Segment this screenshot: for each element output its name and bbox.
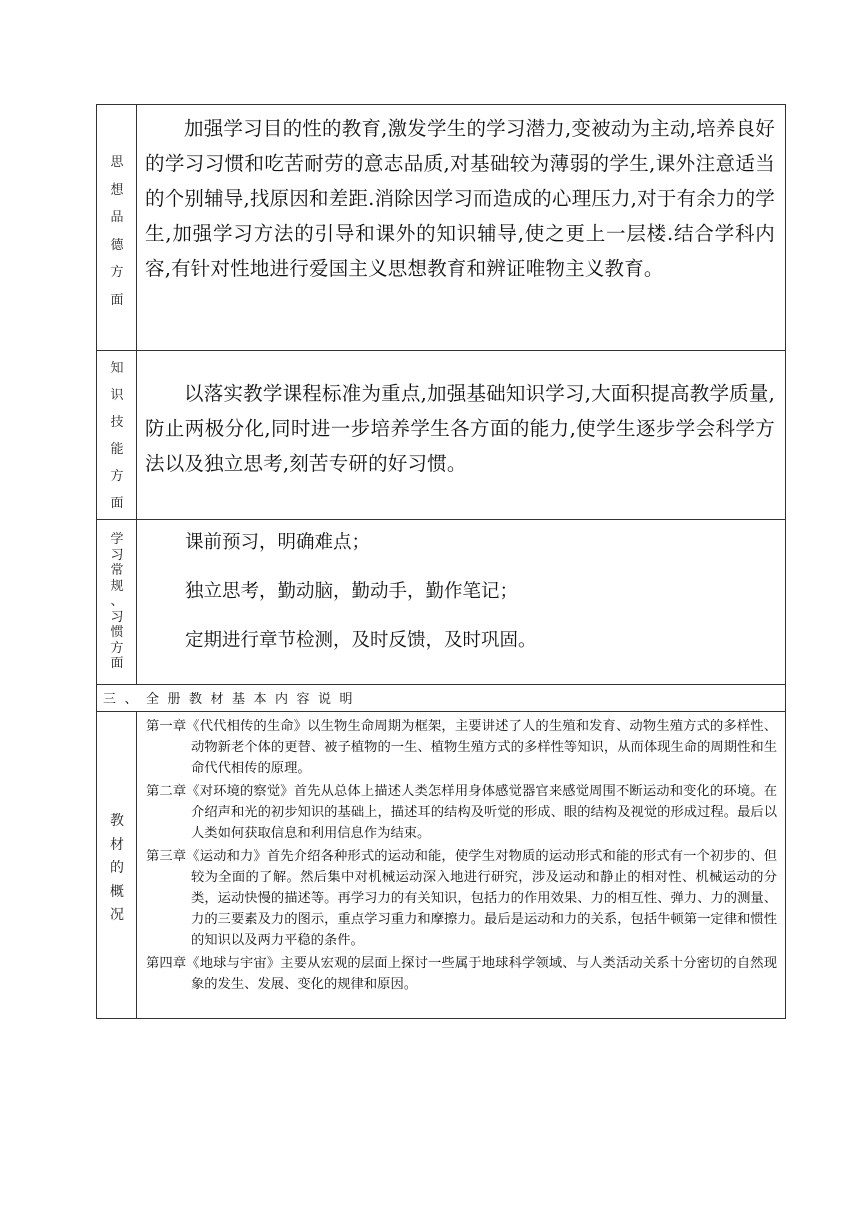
habit-item: 独立思考，勤动脑，勤动手，勤作笔记； — [185, 581, 519, 602]
section-title: 三、全册教材基本内容说明 — [103, 692, 362, 707]
plan-table — [96, 104, 786, 1019]
ideology-text: 加强学习目的性的教育,激发学生的学习潜力,变被动为主动,培养良好的学习习惯和吃苦耐劳的意志品质,对基础较为薄弱的学生,课外注意适当的个别辅导,找原因和差距.消除因学习而造成的心理压力,对于有余力的学生,加强学习方法的引导和课外的知识辅导,使之更上一层楼.结合学科内容,有针对性地进行爱国主义思想教育和辨证唯物主义教育。 — [145, 117, 775, 280]
chapter-paragraph: 第一章《代代相传的生命》以生物生命周期为框架，主要讲述了人的生殖和发育、动物生殖方式的多样性、动物新老个体的更替、被子植物的一生、植物生殖方式的多样性等知识，从而体现生命的周期性和生命代代相传的原理。 — [146, 719, 777, 776]
label-char: 学 — [110, 532, 124, 547]
habits-label — [97, 532, 137, 672]
label-char: 规 — [110, 578, 124, 594]
ideology-label — [97, 149, 137, 314]
label-char: 识 — [110, 388, 124, 403]
habits-row — [97, 520, 785, 685]
knowledge-content-cell — [137, 351, 785, 519]
habit-item: 课前预习，明确难点； — [185, 532, 371, 553]
overview-content-cell — [137, 712, 785, 1018]
chapter-paragraph: 第三章《运动和力》首先介绍各种形式的运动和能，使学生对物质的运动形式和能的形式有一个初步的、但较为全面的了解。然后集中对机械运动深入地进行研究，涉及运动和静止的相对性、机械运动的分类，运动快慢的描述等。再学习力的有关知识，包括力的作用效果、力的相互性、弹力、力的测量、力的三要素及力的图示，重点学习重力和摩擦力。最后是运动和力的关系，包括牛顿第一定律和惯性的知识以及两力平稳的条件。 — [146, 849, 777, 948]
knowledge-label — [97, 355, 137, 517]
label-char: 知 — [110, 361, 124, 376]
knowledge-label-cell — [97, 351, 137, 519]
label-char: 常 — [110, 563, 124, 578]
knowledge-row — [97, 351, 785, 520]
label-char: 、 — [110, 594, 124, 609]
label-char: 德 — [110, 237, 124, 253]
overview-label — [97, 810, 137, 928]
overview-row — [97, 712, 785, 1018]
overview-label-cell — [97, 712, 137, 1018]
label-char: 教 — [110, 813, 124, 829]
habits-content-cell — [137, 520, 785, 684]
label-char: 品 — [110, 210, 124, 225]
habits-label-cell — [97, 520, 137, 684]
label-char: 方 — [110, 265, 124, 280]
label-char: 思 — [110, 155, 124, 170]
label-char: 的 — [110, 860, 124, 876]
chapter-paragraph: 第四章《地球与宇宙》主要从宏观的层面上探讨一些属于地球科学领域、与人类活动关系十分密切的自然现象的发生、发展、变化的规律和原因。 — [146, 956, 777, 992]
label-char: 习 — [110, 547, 124, 563]
label-char: 面 — [110, 656, 124, 671]
label-char: 材 — [110, 836, 124, 853]
label-char: 面 — [110, 496, 124, 511]
label-char: 能 — [110, 442, 124, 457]
ideology-content-cell — [137, 105, 785, 350]
label-char: 概 — [110, 883, 124, 900]
knowledge-text: 以落实教学课程标准为重点,加强基础知识学习,大面积提高教学质量,防止两极分化,同时进一步培养学生各方面的能力,使学生逐步学会科学方法以及独立思考,刻苦专研的好习惯。 — [145, 382, 775, 475]
label-char: 习 — [110, 609, 124, 625]
label-char: 方 — [110, 469, 124, 484]
label-char: 技 — [110, 415, 124, 430]
ideology-row — [97, 105, 785, 351]
label-char: 惯 — [110, 625, 124, 640]
label-char: 面 — [110, 292, 124, 308]
section-header-row — [97, 685, 785, 712]
label-char: 方 — [110, 640, 124, 656]
ideology-label-cell — [97, 105, 137, 350]
label-char: 想 — [110, 182, 124, 198]
habit-item: 定期进行章节检测，及时反馈，及时巩固。 — [185, 630, 537, 651]
chapter-paragraph: 第二章《对环境的察觉》首先从总体上描述人类怎样用身体感觉器官来感觉周围不断运动和变化的环境。在介绍声和光的初步知识的基础上，描述耳的结构及听觉的形成、眼的结构及视觉的形成过程。最后以人类如何获取信息和利用信息作为结束。 — [146, 784, 777, 841]
label-char: 况 — [110, 907, 124, 923]
